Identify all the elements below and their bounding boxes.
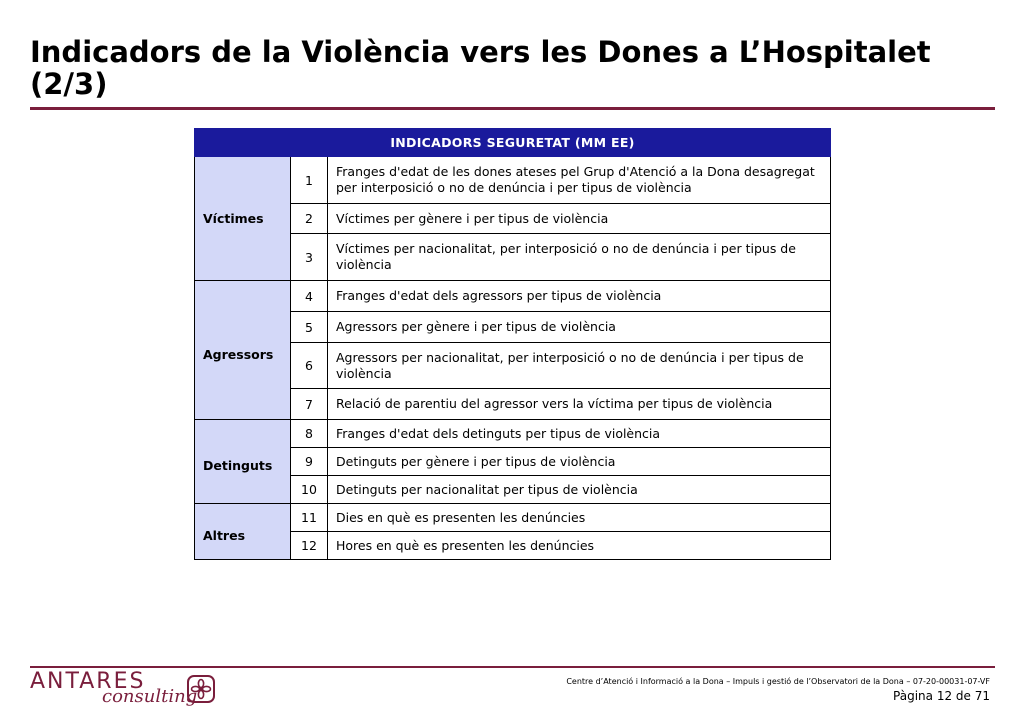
indicator-number: 9 (291, 448, 328, 476)
title-divider (30, 107, 995, 110)
indicator-number: 11 (291, 504, 328, 532)
indicator-number: 10 (291, 476, 328, 504)
table-row (195, 420, 831, 448)
footer-divider (30, 666, 995, 668)
indicator-number: 7 (291, 389, 328, 420)
indicator-description: Hores en què es presenten les denúncies (328, 532, 831, 560)
group-label-detinguts: Detinguts (195, 420, 291, 504)
group-label-altres: Altres (195, 504, 291, 560)
indicator-description: Relació de parentiu del agressor vers la víctima per tipus de violència (328, 389, 831, 420)
antares-flower-icon (186, 674, 216, 704)
table-row (195, 532, 831, 560)
indicator-description: Detinguts per gènere i per tipus de violència (328, 448, 831, 476)
page-number: Pàgina 12 de 71 (893, 689, 990, 703)
table-row (195, 504, 831, 532)
footer-document-reference: Centre d’Atenció i Informació a la Dona – Impuls i gestió de l’Observatori de la Dona – 07-20-00031-07-VF (566, 677, 990, 686)
indicator-number: 1 (291, 157, 328, 204)
group-label-victimes: Víctimes (195, 157, 291, 281)
indicator-description: Dies en què es presenten les denúncies (328, 504, 831, 532)
indicators-table (194, 128, 831, 560)
indicator-description: Víctimes per gènere i per tipus de violència (328, 204, 831, 234)
indicator-description: Víctimes per nacionalitat, per interposició o no de denúncia i per tipus de violència (328, 234, 831, 281)
table-row (195, 476, 831, 504)
indicator-description: Agressors per nacionalitat, per interposició o no de denúncia i per tipus de violència (328, 343, 831, 389)
table-row (195, 343, 831, 389)
indicator-number: 12 (291, 532, 328, 560)
indicator-number: 4 (291, 281, 328, 312)
table-row (195, 448, 831, 476)
indicator-number: 5 (291, 312, 328, 343)
table-row (195, 281, 831, 312)
indicator-description: Detinguts per nacionalitat per tipus de violència (328, 476, 831, 504)
logo-consulting-text: consulting (102, 686, 198, 707)
indicator-number: 6 (291, 343, 328, 389)
indicator-description: Franges d'edat dels detinguts per tipus de violència (328, 420, 831, 448)
indicator-description: Agressors per gènere i per tipus de violència (328, 312, 831, 343)
table-row (195, 312, 831, 343)
table-row (195, 234, 831, 281)
indicator-description: Franges d'edat de les dones ateses pel Grup d'Atenció a la Dona desagregat per interposició o no de denúncia i per tipus de violència (328, 157, 831, 204)
table-header-row (195, 129, 831, 157)
table-heading: INDICADORS SEGURETAT (MM EE) (195, 129, 831, 157)
indicator-description: Franges d'edat dels agressors per tipus de violència (328, 281, 831, 312)
table-row (195, 389, 831, 420)
table-row (195, 204, 831, 234)
indicator-number: 2 (291, 204, 328, 234)
page-title: Indicadors de la Violència vers les Dones a L’Hospitalet (2/3) (30, 35, 931, 101)
group-label-agressors: Agressors (195, 281, 291, 420)
logo-antares-text: ANTARES (30, 669, 146, 694)
indicator-number: 8 (291, 420, 328, 448)
table-row (195, 157, 831, 204)
indicator-number: 3 (291, 234, 328, 281)
